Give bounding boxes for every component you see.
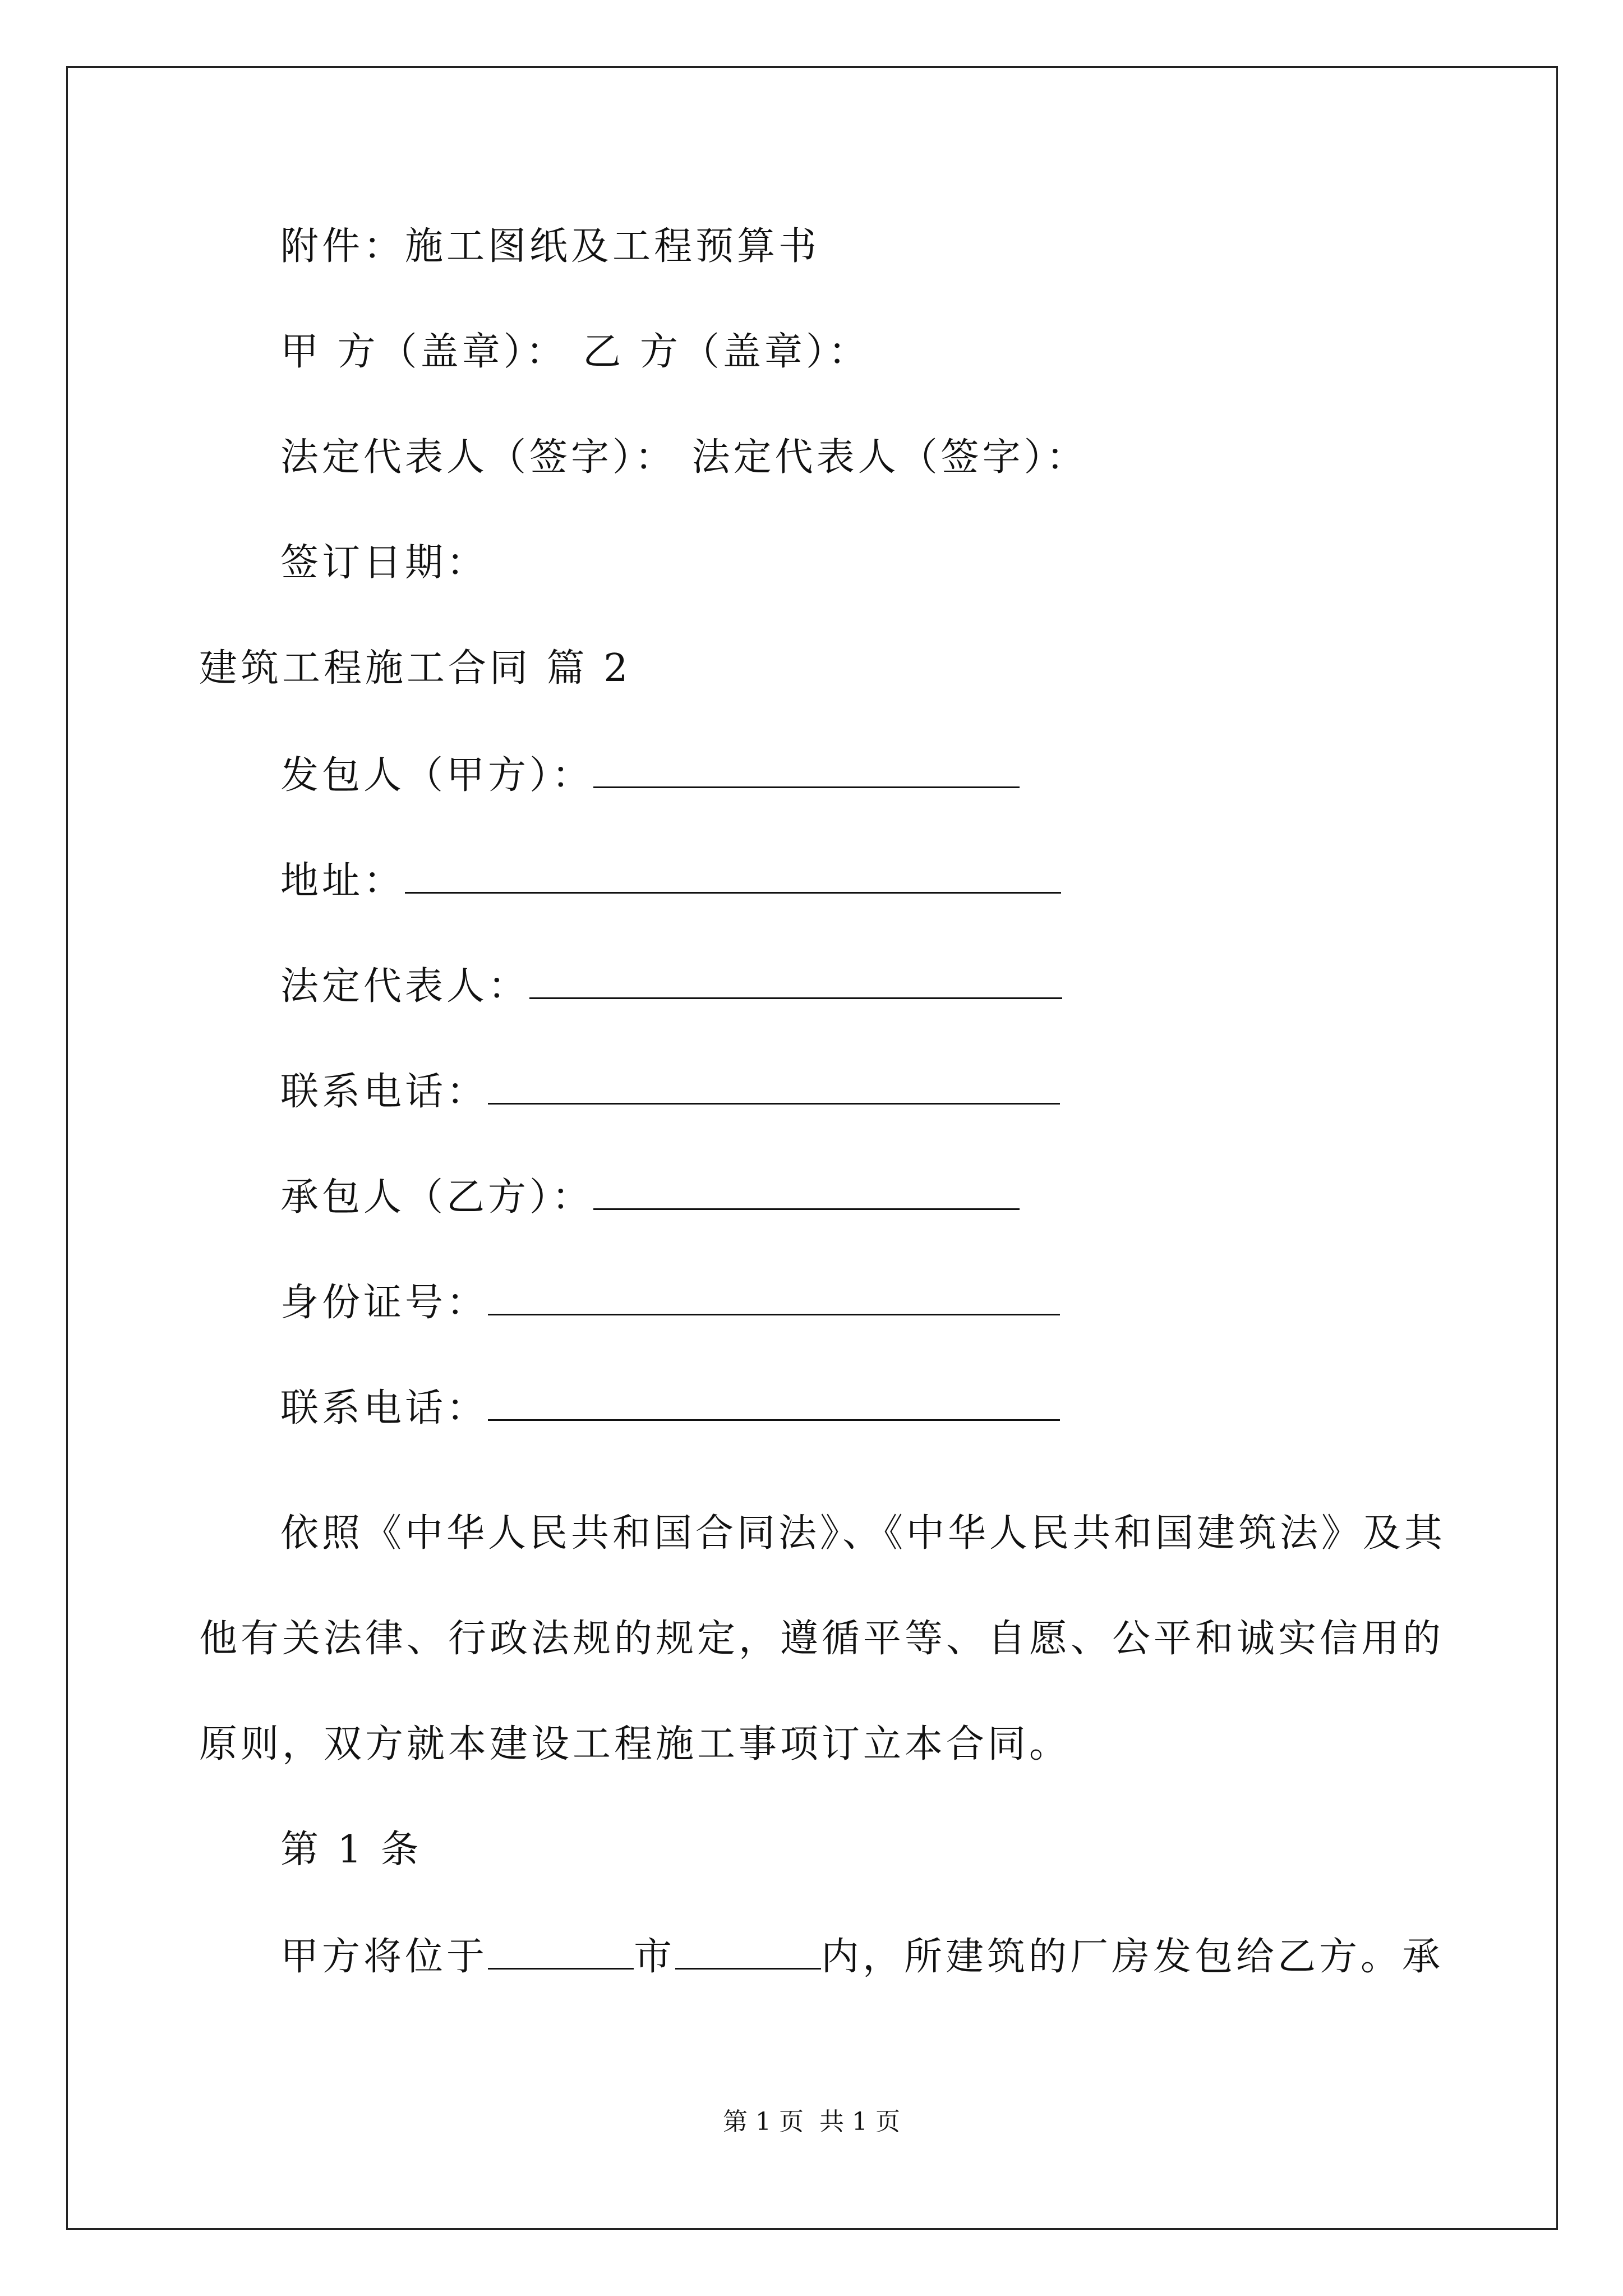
phone-blank-2: [488, 1384, 1060, 1421]
paragraph-line-2: 他有关法律、行政法规的规定，遵循平等、自愿、公平和诚实信用的: [199, 1617, 1445, 1661]
legal-rep-field: [280, 963, 1062, 1009]
representative-signature-line: 法定代表人（签字）： 法定代表人（签字）：: [280, 435, 1088, 480]
city-blank: [488, 1933, 634, 1970]
phone-label-1: 联系电话：: [280, 1070, 488, 1114]
paragraph-line-3: 原则，双方就本建设工程施工事项订立本合同。: [199, 1722, 1071, 1766]
phone-field-1: [280, 1068, 1060, 1115]
id-number-blank: [488, 1279, 1060, 1315]
employer-field: [280, 752, 1020, 798]
attachment-line: 附件：施工图纸及工程预算书: [280, 224, 820, 269]
article-text-line: [280, 1933, 1444, 1980]
city-suffix: 市: [634, 1935, 676, 1979]
legal-rep-blank: [529, 963, 1062, 999]
page-footer: [0, 2106, 1623, 2138]
location-rest: 内，所建筑的厂房发包给乙方。承: [821, 1935, 1444, 1979]
address-label: 地址：: [280, 859, 405, 903]
address-blank: [405, 857, 1061, 894]
location-prefix: 甲方将位于: [280, 1935, 488, 1979]
page-total: 共 1 页: [819, 2108, 900, 2136]
employer-label: 发包人（甲方）：: [280, 753, 594, 798]
address-field: [280, 857, 1061, 904]
employer-blank: [593, 752, 1020, 788]
phone-blank-1: [488, 1068, 1060, 1105]
legal-rep-label: 法定代表人：: [280, 964, 530, 1009]
contractor-field: [280, 1174, 1020, 1220]
signing-date-line: 签订日期：: [280, 541, 488, 585]
id-number-field: [280, 1279, 1060, 1326]
contractor-label: 承包人（乙方）：: [280, 1175, 594, 1220]
id-number-label: 身份证号：: [280, 1281, 488, 1325]
section-heading: 建筑工程施工合同 篇 2: [199, 646, 631, 691]
phone-field-2: [280, 1384, 1060, 1431]
contractor-blank: [593, 1174, 1020, 1210]
page-frame: [66, 66, 1558, 2230]
paragraph-line-1: 依照《中华人民共和国合同法》、《中华人民共和国建筑法》及其: [280, 1511, 1446, 1556]
party-seal-line: 甲 方（盖章）： 乙 方（盖章）：: [280, 330, 870, 374]
article-heading: 第 1 条: [280, 1828, 422, 1872]
phone-label-2: 联系电话：: [280, 1386, 488, 1430]
page-number: 第 1 页: [723, 2108, 804, 2136]
area-blank: [675, 1933, 821, 1970]
